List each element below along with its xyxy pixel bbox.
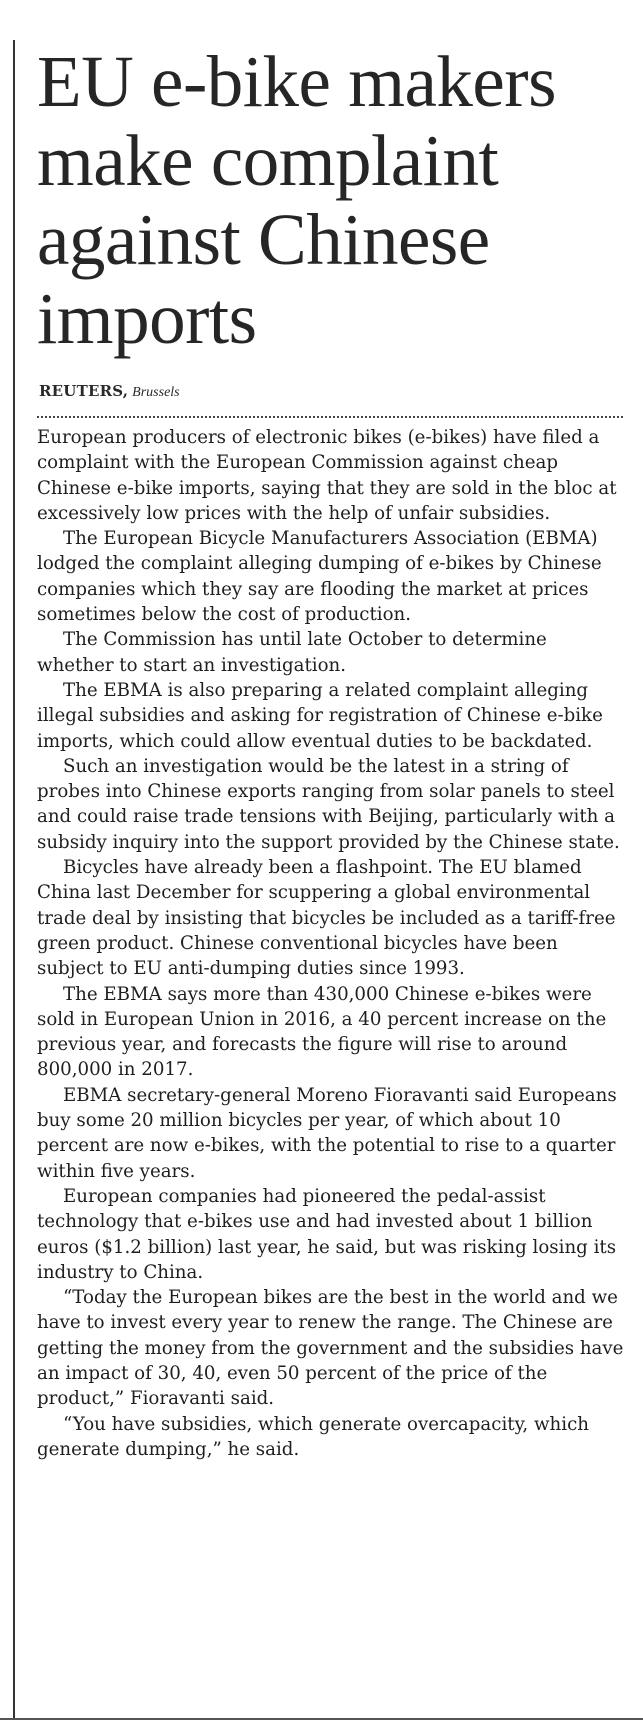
paragraph: European producers of electronic bikes (e-bikes) have filed a complaint with the European Commission against cheap Chinese e-bike imports, saying that they are sold in the bloc at excessively low prices with the help of unfair subsidies.: [37, 427, 617, 524]
paragraph: The Commission has until late October to determine whether to start an investigation.: [37, 629, 547, 676]
paragraph: The EBMA is also preparing a related complaint alleging illegal subsidies and asking for registration of Chinese e-bike imports, which could allow eventual duties to be backdated.: [37, 679, 603, 752]
paragraph: The EBMA says more than 430,000 Chinese e-bikes were sold in European Union in 2016, a 40 percent increase on the previous year, and forecasts the figure will rise to around 800,000 in 2017.: [37, 983, 607, 1081]
article-headline: EU e-bike makers make complaint against Chinese imports: [37, 41, 557, 359]
paragraph: The European Bicycle Manufacturers Association (EBMA) lodged the complaint alleging dumping of e-bikes by Chinese companies which they say are flooding the market at prices sometimes below the cost of production.: [37, 528, 602, 626]
byline-agency: REUTERS,: [39, 382, 129, 400]
byline-location: Brussels: [132, 385, 180, 400]
bottom-rule: [0, 1718, 643, 1720]
dotted-separator: [37, 416, 623, 418]
article-body: [37, 425, 627, 1462]
left-column-rule: [13, 40, 15, 1718]
paragraph: EBMA secretary-general Moreno Fioravanti said Europeans buy some 20 million bicycles per year, of which about 10 percent are now e-bikes, with the potential to rise to a quarter within five years.: [37, 1084, 617, 1182]
paragraph: Bicycles have already been a flashpoint. The EU blamed China last December for scuppering a global environmental trade deal by insisting that bicycles be included as a tariff-free green product. Chinese conventional bicycles have been subject to EU anti-dumping duties since 1993.: [37, 857, 616, 980]
paragraph: “You have subsidies, which generate overcapacity, which generate dumping,” he said.: [37, 1413, 589, 1460]
paragraph: European companies had pioneered the pedal-assist technology that e-bikes use and had invested about 1 billion euros ($1.2 billion) last year, he said, but was risking losing its industry to China.: [37, 1185, 617, 1283]
paragraph: “Today the European bikes are the best in the world and we have to invest every year to renew the range. The Chinese are getting the money from the government and the subsidies have an impact of 30, 40, even 50 percent of the price of the product,” Fioravanti said.: [37, 1287, 624, 1410]
paragraph: Such an investigation would be the latest in a string of probes into Chinese exports ranging from solar panels to steel and could raise trade tensions with Beijing, particularly with a subsidy inquiry into the support provided by the Chinese state.: [37, 755, 620, 853]
byline: [39, 381, 180, 403]
